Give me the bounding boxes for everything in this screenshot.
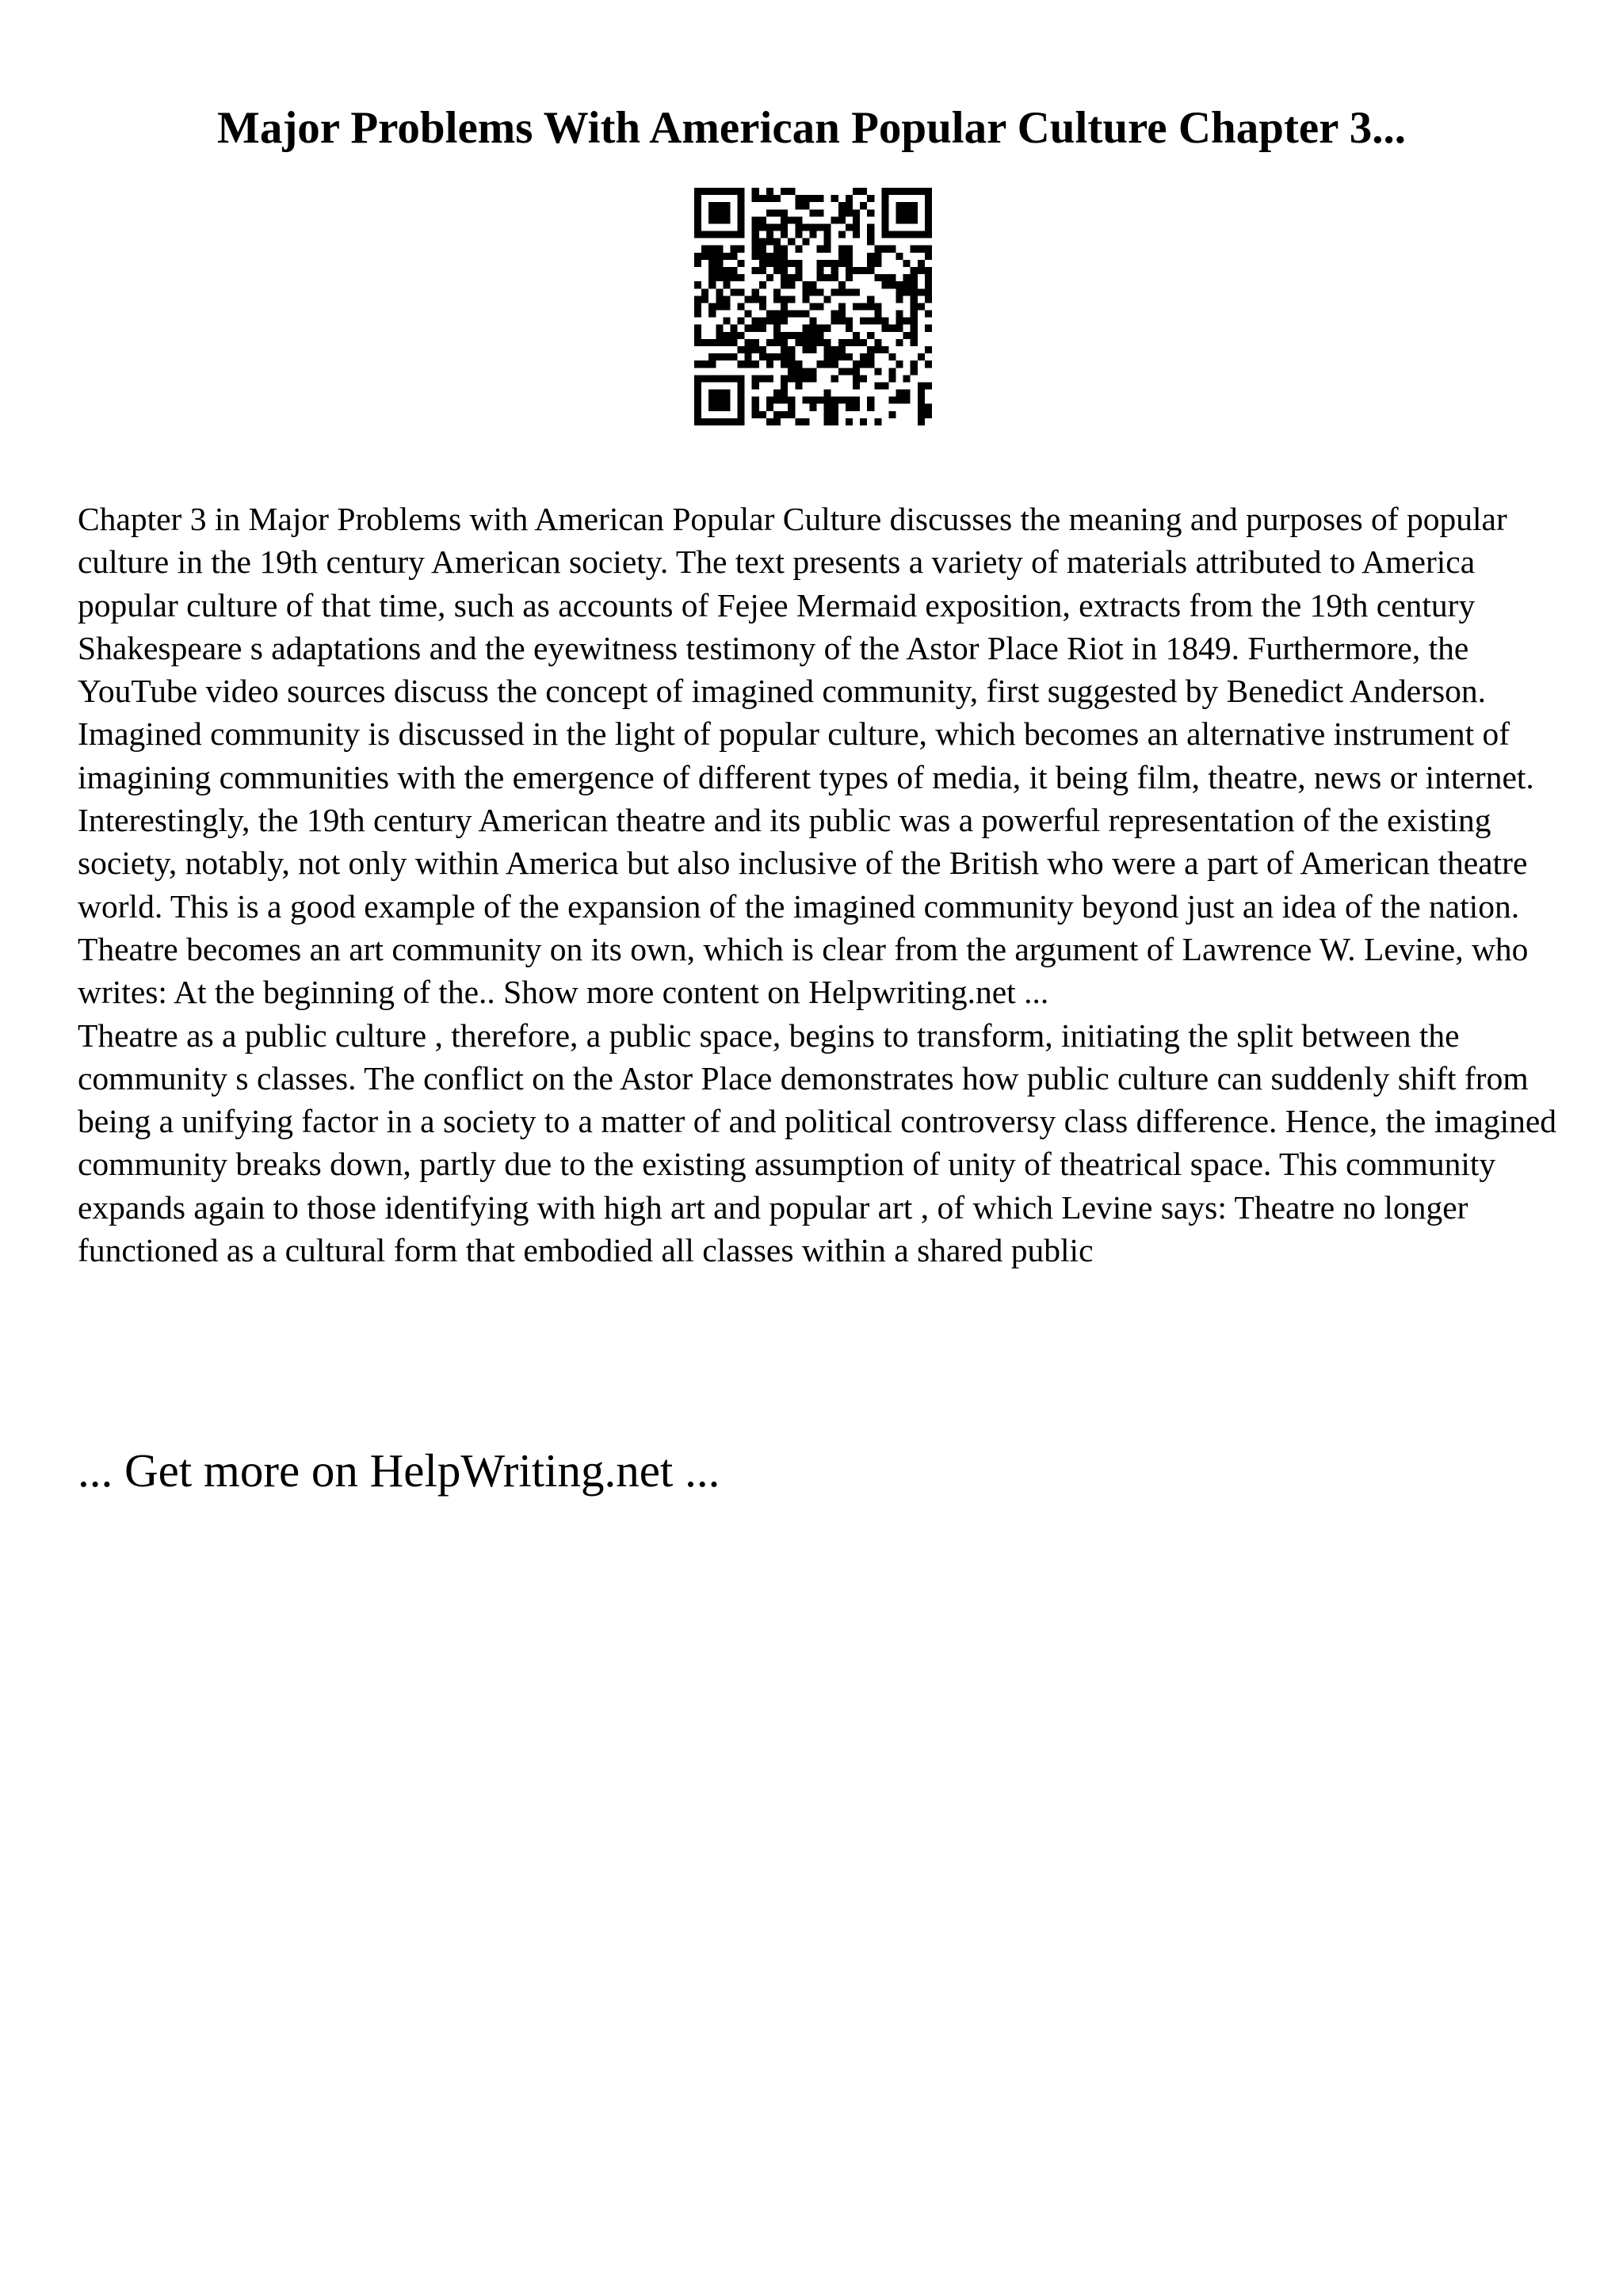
paragraph-1: Chapter 3 in Major Problems with American Popular Culture discusses the meaning and purposes of popular culture in the 19th century American society. The text presents a variety of materials attributed to America popular culture of that time, such as accounts of Fejee Mermaid exposition, extracts from the 19th century Shakespeare s adaptations and the eyewitness testimony of the Astor Place Riot in 1849. Furthermore, the YouTube video sources discuss the concept of imagined community, first suggested by Benedict Anderson. Imagined community is discussed in the light of popular culture, which becomes an alternative instrument of imagining communities with the emergence of different types of media, it being film, theatre, news or internet. Interestingly, the 19th century American theatre and its public was a powerful representation of the existing society, notably, not only within America but also inclusive of the British who were a part of American theatre world. This is a good example of the expansion of the imagined community beyond just an idea of the nation. Theatre becomes an art community on its own, which is clear from the argument of Lawrence W. Levine, who writes: At the beginning of the.. Show more content on Helpwriting.net ... xyxy=(78,501,1534,1011)
page-title: Major Problems With American Popular Culture Chapter 3... xyxy=(217,103,1406,153)
paragraph-2: Theatre as a public culture , therefore, a public space, begins to transform, initiating the split between the community s classes. The conflict on the Astor Place demonstrates how public culture can suddenly shift from being a unifying factor in a society to a matter of and political controversy class difference. Hence, the imagined community breaks down, partly due to the existing assumption of unity of theatrical space. This community expands again to those identifying with high art and popular art , of which Levine says: Theatre no longer functioned as a cultural form that embodied all classes within a shared public xyxy=(78,1016,1557,1269)
body-text xyxy=(78,498,1568,1272)
get-more-link[interactable]: ... Get more on HelpWriting.net ... xyxy=(78,1444,720,1497)
qr-code-icon xyxy=(694,187,932,426)
